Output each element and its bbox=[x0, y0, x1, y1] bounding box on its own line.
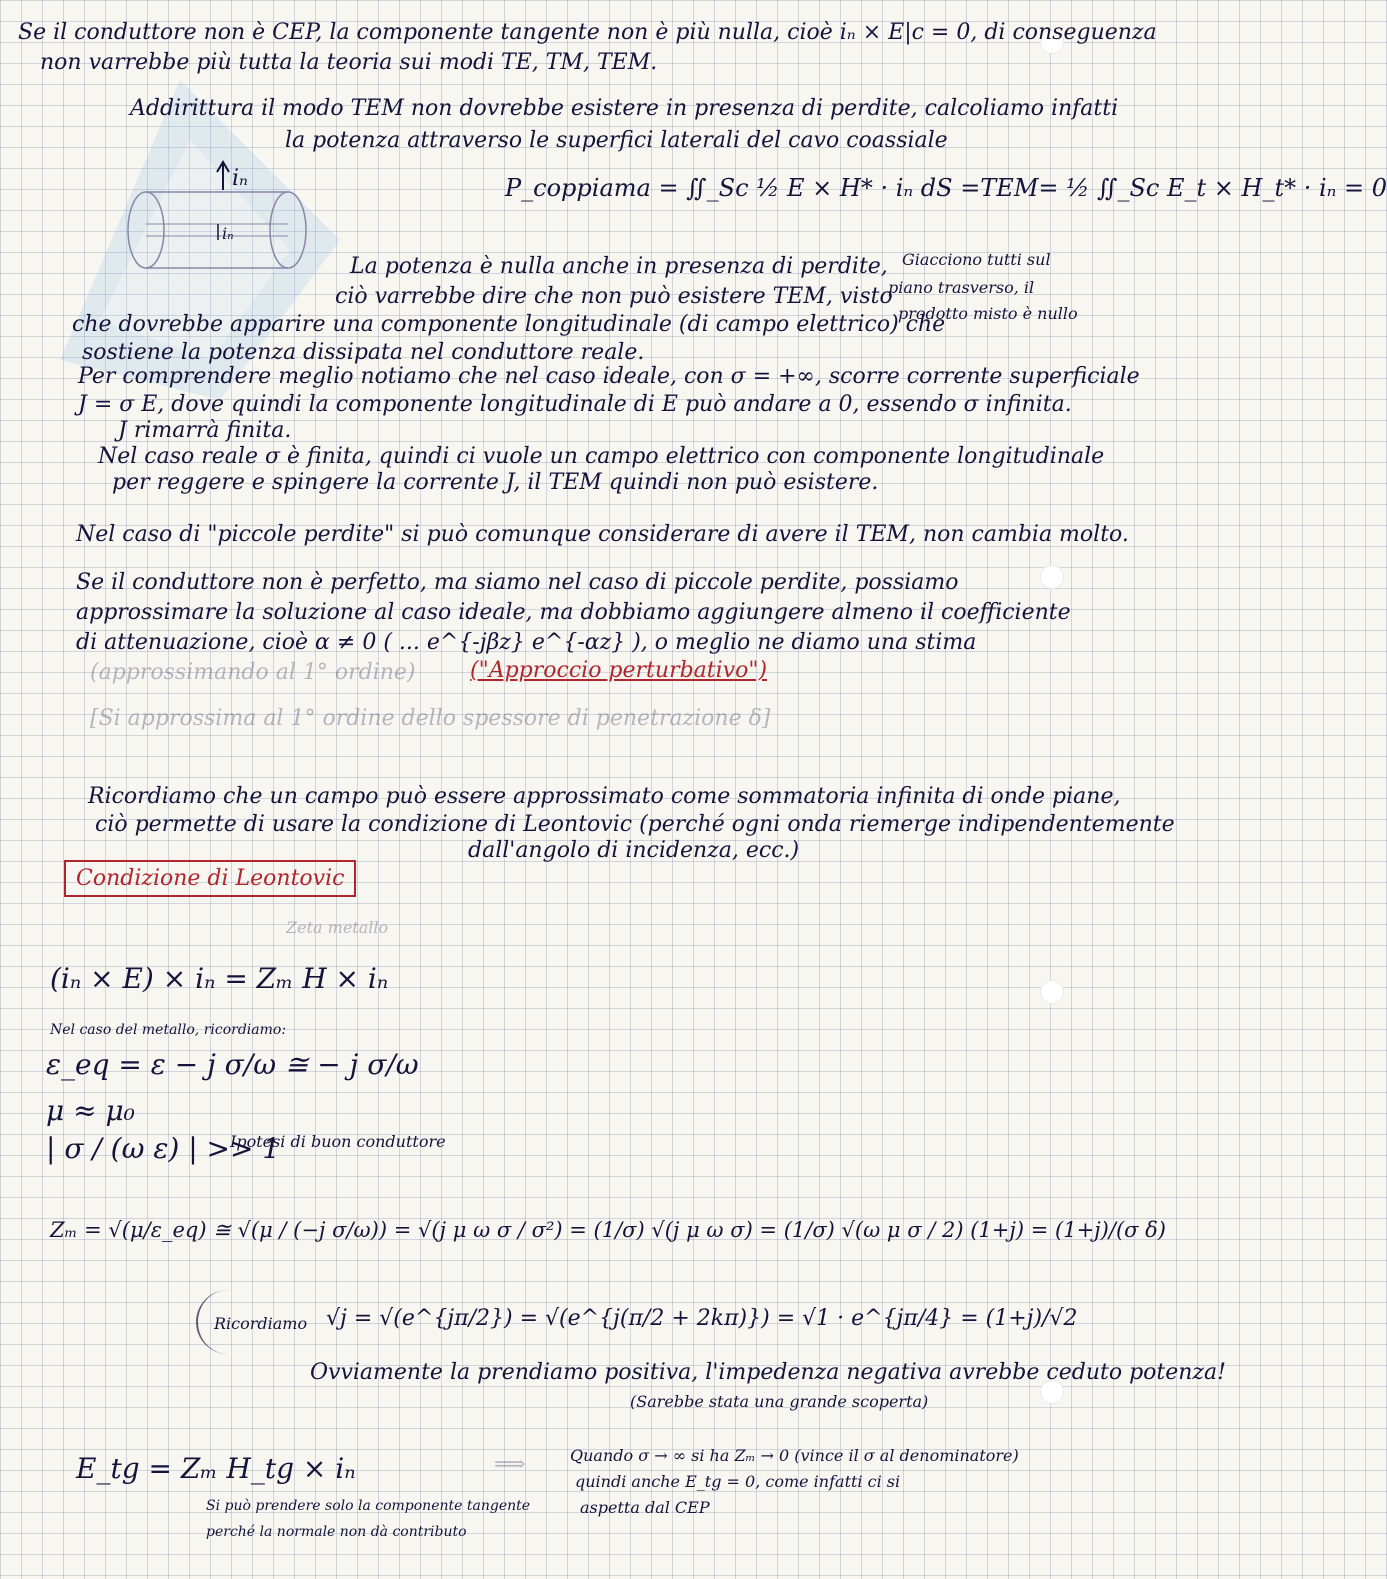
leontovic-title: Condizione di Leontovic bbox=[64, 860, 356, 897]
tangent-note: Si può prendere solo la componente tangente bbox=[206, 1498, 531, 1514]
normal-label-inner: iₙ bbox=[222, 224, 234, 243]
text-line: Per comprendere meglio notiamo che nel caso ideale, con σ = +∞, scorre corrente superficiale bbox=[78, 364, 1140, 389]
text-line: J rimarrà finita. bbox=[118, 418, 292, 443]
text-line: non varrebbe più tutta la teoria sui modi TE, TM, TEM. bbox=[40, 50, 658, 75]
text-line: Nel caso reale σ è finita, quindi ci vuole un campo elettrico con componente longitudinale bbox=[98, 444, 1105, 469]
text-line: Se il conduttore non è perfetto, ma siamo nel caso di piccole perdite, possiamo bbox=[76, 570, 959, 595]
sqrt-j-equation: √j = √(e^{jπ/2}) = √(e^{j(π/2 + 2kπ)}) = √1 · e^{jπ/4} = (1+j)/√2 bbox=[326, 1306, 1078, 1331]
limit-note: aspetta dal CEP bbox=[580, 1498, 710, 1517]
epsilon-equation: ε_eq = ε − j σ/ω ≅ − j σ/ω bbox=[46, 1048, 419, 1081]
text-line: J = σ E, dove quindi la componente longitudinale di E può andare a 0, essendo σ infinita. bbox=[78, 392, 1072, 417]
metal-note: Nel caso del metallo, ricordiamo: bbox=[50, 1022, 287, 1038]
text-line: sostiene la potenza dissipata nel conduttore reale. bbox=[82, 340, 645, 365]
side-note: prodotto misto è nullo bbox=[898, 304, 1078, 323]
text-line: per reggere e spingere la corrente J, il TEM quindi non può esistere. bbox=[112, 470, 879, 495]
power-equation: P_coppiama = ∬_Sc ½ E × H* · iₙ dS =TEM= ½ ∬_Sc E_t × H_t* · iₙ = 0 bbox=[505, 174, 1387, 202]
impedance-equation: Zₘ = √(μ/ε_eq) ≅ √(μ / (−j σ/ω)) = √(j μ ω σ / σ²) = (1/σ) √(j μ ω σ) = (1/σ) √(ω μ σ / 2) (1+j) = (1+j)/(σ δ) bbox=[50, 1218, 1166, 1242]
text-line: ciò varrebbe dire che non può esistere TEM, visto bbox=[335, 284, 893, 309]
faint-annotation: Zeta metallo bbox=[286, 918, 389, 937]
recall-note: Ovviamente la prendiamo positiva, l'impedenza negativa avrebbe ceduto potenza! bbox=[310, 1360, 1226, 1385]
strikethrough-note: [Si approssima al 1° ordine dello spessore di penetrazione δ] bbox=[90, 706, 771, 731]
limit-note: quindi anche E_tg = 0, come infatti ci si bbox=[575, 1472, 901, 1491]
text-line: che dovrebbe apparire una componente longitudinale (di campo elettrico) che bbox=[72, 312, 946, 337]
text-line: La potenza è nulla anche in presenza di perdite, bbox=[350, 254, 888, 279]
binder-hole bbox=[1040, 980, 1064, 1004]
perturbative-approach-label: ("Approccio perturbativo") bbox=[470, 658, 768, 683]
text-line: Addirittura il modo TEM non dovrebbe esistere in presenza di perdite, calcoliamo infatti bbox=[130, 96, 1119, 121]
limit-note: Quando σ → ∞ si ha Zₘ → 0 (vince il σ al denominatore) bbox=[570, 1446, 1019, 1465]
coax-cable-figure bbox=[118, 160, 318, 280]
mu-equation: μ ≈ μ₀ bbox=[46, 1094, 135, 1127]
arrow-icon: ⟹ bbox=[494, 1452, 526, 1477]
text-line: ciò permette di usare la condizione di Leontovic (perché ogni onda riemerge indipendentemente bbox=[95, 812, 1175, 837]
side-note: Giacciono tutti sul bbox=[902, 250, 1051, 269]
text-line: Se il conduttore non è CEP, la componente tangente non è più nulla, cioè iₙ × E|c = 0, di conseguenza bbox=[18, 20, 1157, 45]
text-line: approssimare la soluzione al caso ideale, ma dobbiamo aggiungere almeno il coefficiente bbox=[76, 600, 1071, 625]
recall-note: (Sarebbe stata una grande scoperta) bbox=[630, 1392, 929, 1411]
text-line: la potenza attraverso le superfici laterali del cavo coassiale bbox=[285, 128, 948, 153]
binder-hole bbox=[1040, 565, 1064, 589]
text-line: di attenuazione, cioè α ≠ 0 ( ... e^{-jβz} e^{-αz} ), o meglio ne diamo una stima bbox=[76, 630, 977, 655]
text-line: Nel caso di "piccole perdite" si può comunque considerare di avere il TEM, non cambia molto. bbox=[76, 522, 1129, 547]
good-conductor-note: Ipotesi di buon conduttore bbox=[230, 1132, 446, 1151]
leontovic-equation: (iₙ × E) × iₙ = Zₘ H × iₙ bbox=[50, 962, 389, 995]
conductor-condition: | σ / (ω ε) | >> 1 bbox=[46, 1132, 281, 1165]
strikethrough-note: (approssimando al 1° ordine) bbox=[90, 660, 416, 685]
recall-label: Ricordiamo bbox=[214, 1314, 308, 1333]
text-line: Ricordiamo che un campo può essere approssimato come sommatoria infinita di onde piane, bbox=[88, 784, 1121, 809]
tangent-field-equation: E_tg = Zₘ H_tg × iₙ bbox=[76, 1452, 356, 1485]
side-note: piano trasverso, il bbox=[888, 278, 1035, 297]
normal-label-top: iₙ bbox=[232, 166, 248, 191]
tangent-note: perché la normale non dà contributo bbox=[206, 1524, 467, 1540]
text-line: dall'angolo di incidenza, ecc.) bbox=[468, 838, 800, 863]
